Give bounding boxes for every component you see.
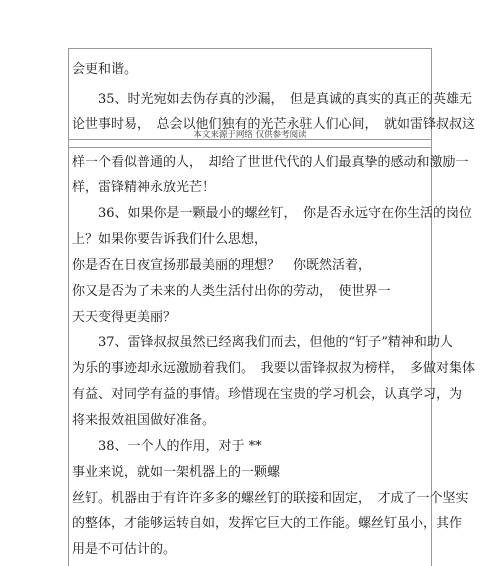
- table-top-border: [68, 48, 431, 49]
- text-line: 论世事时易， 总会以他们独有的光芒永驻人们心间， 就如雷锋叔叔这: [72, 117, 476, 132]
- text-line: 样，雷锋精神永放光芒！: [72, 180, 216, 195]
- text-line: 为乐的事迹却永远激励着我们。 我要以雷锋叔叔为榜样， 多做对集体: [72, 361, 476, 376]
- text-line: 38、一个人的作用，对于 **: [72, 439, 262, 454]
- text-line: 将来报效祖国做好准备。: [72, 413, 216, 428]
- text-line: 的整体，才能够运转自如，发挥它巨大的工作能。螺丝钉虽小，其作: [72, 516, 463, 531]
- text-line: 丝钉。机器由于有许许多多的螺丝钉的联接和固定， 才成了一个坚实: [72, 491, 469, 506]
- text-line: 有益、对同学有益的事情。珍惜现在宝贵的学习机会，认真学习，为: [72, 387, 463, 402]
- text-line: 你又是否为了未来的人类生活付出你的劳动， 使世界一: [72, 284, 391, 299]
- text-line: 样一个看似普通的人， 却给了世世代代的人们最真挚的感动和激励一: [72, 155, 469, 170]
- text-line: 35、时光宛如去伪存真的沙漏， 但是真诚的真实的真正的英雄无: [72, 92, 473, 107]
- source-band-bottom-border: [68, 147, 431, 148]
- text-line: 37、雷锋叔叔虽然已经离我们而去，但他的“钉子”精神和助人: [72, 335, 453, 350]
- text-line: 你是否在日夜宣扬那最美丽的理想？ 你既然活着，: [72, 258, 372, 273]
- source-note: 本文来源于网络 仅供参考阅读: [193, 130, 307, 140]
- text-line: 用是不可估计的。: [72, 542, 177, 557]
- text-line: 事业来说，就如一架机器上的一颗螺: [72, 465, 281, 480]
- text-line: 天天变得更美丽？: [72, 310, 177, 325]
- text-line: 上？如果你要告诉我们什么思想，: [72, 232, 268, 247]
- text-line: 会更和谐。: [72, 62, 138, 77]
- text-line: 36、如果你是一颗最小的螺丝钉， 你是否永远守在你生活的岗位: [72, 206, 473, 221]
- table-left-border: [68, 48, 69, 566]
